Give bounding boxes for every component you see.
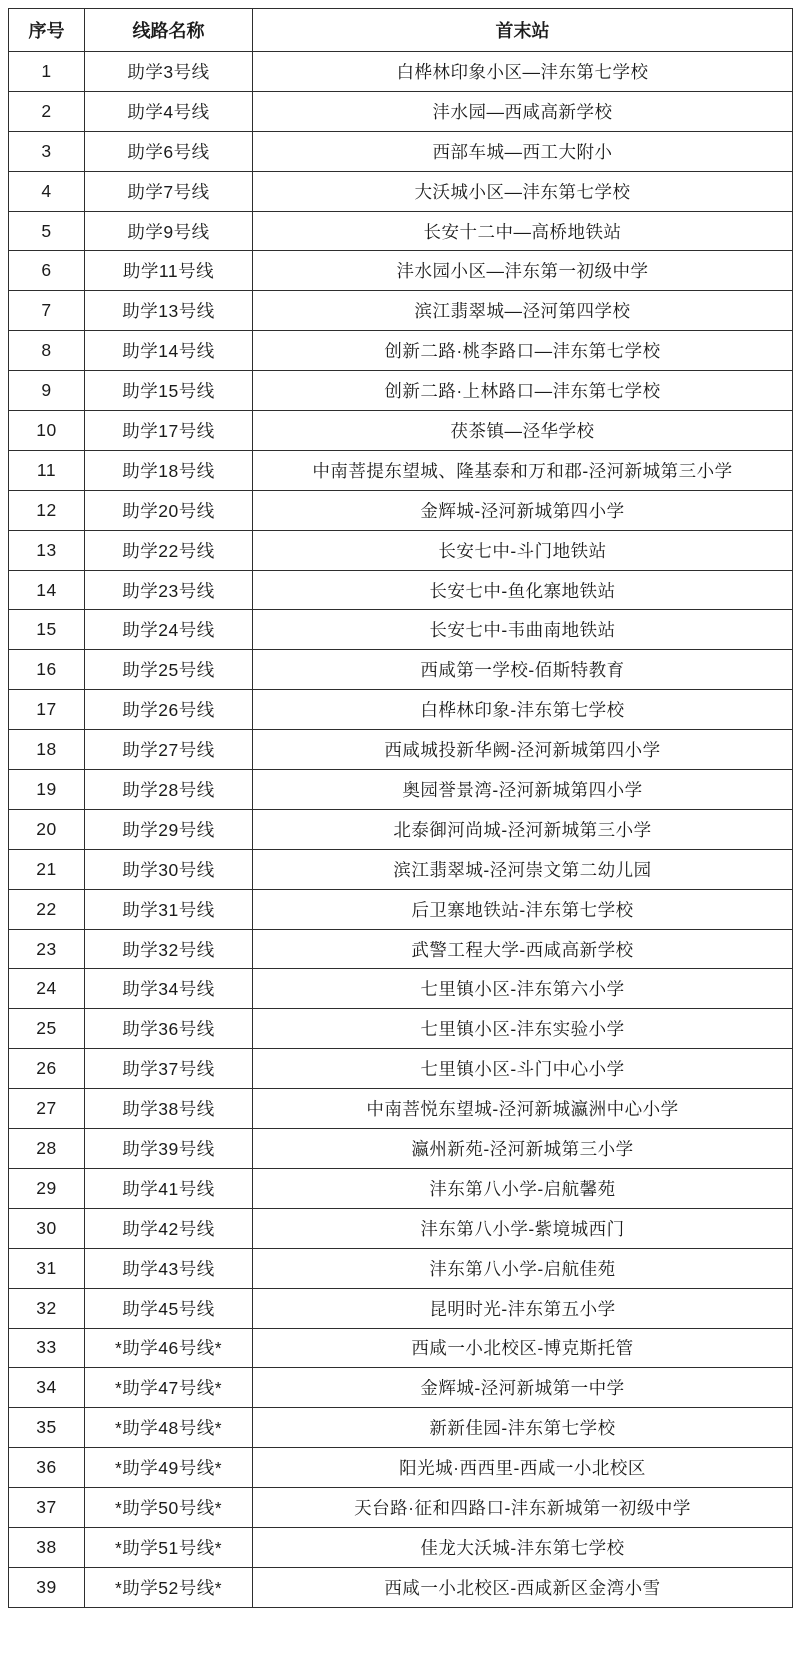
stations-cell: 长安十二中—高桥地铁站 — [253, 211, 793, 251]
line-name-cell: 助学11号线 — [85, 251, 253, 291]
table-row — [9, 530, 793, 570]
line-name-cell: 助学17号线 — [85, 411, 253, 451]
line-name-cell: 助学43号线 — [85, 1248, 253, 1288]
table-row — [9, 690, 793, 730]
stations-cell: 天台路·征和四路口-沣东新城第一初级中学 — [253, 1488, 793, 1528]
row-index-cell: 6 — [9, 251, 85, 291]
table-row — [9, 1168, 793, 1208]
table-row — [9, 1408, 793, 1448]
table-row — [9, 251, 793, 291]
stations-cell: 七里镇小区-沣东第六小学 — [253, 969, 793, 1009]
row-index-cell: 39 — [9, 1567, 85, 1607]
line-name-cell: 助学22号线 — [85, 530, 253, 570]
table-row — [9, 570, 793, 610]
stations-cell: 沣东第八小学-启航馨苑 — [253, 1168, 793, 1208]
stations-cell: 中南菩提东望城、隆基泰和万和郡-泾河新城第三小学 — [253, 450, 793, 490]
row-index-cell: 21 — [9, 849, 85, 889]
table-row — [9, 1089, 793, 1129]
table-row — [9, 411, 793, 451]
row-index-cell: 18 — [9, 730, 85, 770]
header-row — [9, 9, 793, 52]
row-index-cell: 2 — [9, 91, 85, 131]
stations-cell: 七里镇小区-沣东实验小学 — [253, 1009, 793, 1049]
row-index-cell: 29 — [9, 1168, 85, 1208]
table-row — [9, 809, 793, 849]
line-name-cell: 助学4号线 — [85, 91, 253, 131]
stations-cell: 北泰御河尚城-泾河新城第三小学 — [253, 809, 793, 849]
stations-cell: 沣东第八小学-紫境城西门 — [253, 1208, 793, 1248]
line-name-cell: 助学27号线 — [85, 730, 253, 770]
table-row — [9, 211, 793, 251]
row-index-cell: 23 — [9, 929, 85, 969]
stations-cell: 滨江翡翠城-泾河崇文第二幼儿园 — [253, 849, 793, 889]
line-name-cell: 助学28号线 — [85, 770, 253, 810]
stations-cell: 后卫寨地铁站-沣东第七学校 — [253, 889, 793, 929]
line-name-cell: 助学7号线 — [85, 171, 253, 211]
table-row — [9, 131, 793, 171]
line-name-cell: *助学51号线* — [85, 1527, 253, 1567]
line-name-cell: *助学52号线* — [85, 1567, 253, 1607]
row-index-cell: 17 — [9, 690, 85, 730]
line-name-cell: 助学18号线 — [85, 450, 253, 490]
line-name-cell: 助学39号线 — [85, 1129, 253, 1169]
row-index-cell: 38 — [9, 1527, 85, 1567]
table-row — [9, 1248, 793, 1288]
stations-cell: 佳龙大沃城-沣东第七学校 — [253, 1527, 793, 1567]
header-index: 序号 — [9, 9, 85, 52]
table-row — [9, 730, 793, 770]
line-name-cell: 助学31号线 — [85, 889, 253, 929]
row-index-cell: 11 — [9, 450, 85, 490]
line-name-cell: 助学30号线 — [85, 849, 253, 889]
line-name-cell: 助学24号线 — [85, 610, 253, 650]
row-index-cell: 19 — [9, 770, 85, 810]
line-name-cell: 助学34号线 — [85, 969, 253, 1009]
table-row — [9, 1368, 793, 1408]
row-index-cell: 22 — [9, 889, 85, 929]
stations-cell: 西咸一小北校区-博克斯托管 — [253, 1328, 793, 1368]
row-index-cell: 34 — [9, 1368, 85, 1408]
row-index-cell: 1 — [9, 52, 85, 92]
line-name-cell: 助学42号线 — [85, 1208, 253, 1248]
row-index-cell: 37 — [9, 1488, 85, 1528]
line-name-cell: 助学36号线 — [85, 1009, 253, 1049]
stations-cell: 昆明时光-沣东第五小学 — [253, 1288, 793, 1328]
row-index-cell: 4 — [9, 171, 85, 211]
table-body — [9, 52, 793, 1608]
stations-cell: 茯茶镇—泾华学校 — [253, 411, 793, 451]
line-name-cell: 助学23号线 — [85, 570, 253, 610]
table-row — [9, 770, 793, 810]
row-index-cell: 30 — [9, 1208, 85, 1248]
table-row — [9, 849, 793, 889]
table-row — [9, 1488, 793, 1528]
stations-cell: 西咸城投新华阙-泾河新城第四小学 — [253, 730, 793, 770]
table-row — [9, 1527, 793, 1567]
stations-cell: 金辉城-泾河新城第一中学 — [253, 1368, 793, 1408]
line-name-cell: 助学38号线 — [85, 1089, 253, 1129]
stations-cell: 七里镇小区-斗门中心小学 — [253, 1049, 793, 1089]
row-index-cell: 26 — [9, 1049, 85, 1089]
row-index-cell: 36 — [9, 1448, 85, 1488]
stations-cell: 沣水园—西咸高新学校 — [253, 91, 793, 131]
table-row — [9, 1328, 793, 1368]
header-line: 线路名称 — [85, 9, 253, 52]
line-name-cell: *助学47号线* — [85, 1368, 253, 1408]
line-name-cell: *助学50号线* — [85, 1488, 253, 1528]
table-row — [9, 1208, 793, 1248]
stations-cell: 创新二路·桃李路口—沣东第七学校 — [253, 331, 793, 371]
row-index-cell: 14 — [9, 570, 85, 610]
row-index-cell: 32 — [9, 1288, 85, 1328]
line-name-cell: 助学14号线 — [85, 331, 253, 371]
row-index-cell: 24 — [9, 969, 85, 1009]
stations-cell: 大沃城小区—沣东第七学校 — [253, 171, 793, 211]
line-name-cell: 助学3号线 — [85, 52, 253, 92]
table-row — [9, 91, 793, 131]
row-index-cell: 7 — [9, 291, 85, 331]
stations-cell: 长安七中-韦曲南地铁站 — [253, 610, 793, 650]
table-row — [9, 1049, 793, 1089]
row-index-cell: 28 — [9, 1129, 85, 1169]
table-row — [9, 889, 793, 929]
stations-cell: 创新二路·上林路口—沣东第七学校 — [253, 371, 793, 411]
row-index-cell: 31 — [9, 1248, 85, 1288]
table-header — [9, 9, 793, 52]
header-stations: 首末站 — [253, 9, 793, 52]
table-row — [9, 1129, 793, 1169]
stations-cell: 沣水园小区—沣东第一初级中学 — [253, 251, 793, 291]
stations-cell: 新新佳园-沣东第七学校 — [253, 1408, 793, 1448]
line-name-cell: 助学9号线 — [85, 211, 253, 251]
stations-cell: 白桦林印象-沣东第七学校 — [253, 690, 793, 730]
line-name-cell: *助学49号线* — [85, 1448, 253, 1488]
row-index-cell: 15 — [9, 610, 85, 650]
table-row — [9, 331, 793, 371]
line-name-cell: 助学29号线 — [85, 809, 253, 849]
stations-cell: 白桦林印象小区—沣东第七学校 — [253, 52, 793, 92]
bus-route-table — [8, 8, 793, 1608]
stations-cell: 西咸第一学校-佰斯特教育 — [253, 650, 793, 690]
table-row — [9, 650, 793, 690]
row-index-cell: 16 — [9, 650, 85, 690]
row-index-cell: 33 — [9, 1328, 85, 1368]
line-name-cell: *助学48号线* — [85, 1408, 253, 1448]
table-row — [9, 450, 793, 490]
table-row — [9, 1288, 793, 1328]
table-row — [9, 171, 793, 211]
stations-cell: 阳光城·西西里-西咸一小北校区 — [253, 1448, 793, 1488]
row-index-cell: 35 — [9, 1408, 85, 1448]
line-name-cell: 助学20号线 — [85, 490, 253, 530]
stations-cell: 奥园誉景湾-泾河新城第四小学 — [253, 770, 793, 810]
stations-cell: 长安七中-鱼化寨地铁站 — [253, 570, 793, 610]
table-row — [9, 969, 793, 1009]
row-index-cell: 13 — [9, 530, 85, 570]
row-index-cell: 20 — [9, 809, 85, 849]
line-name-cell: 助学13号线 — [85, 291, 253, 331]
line-name-cell: 助学25号线 — [85, 650, 253, 690]
row-index-cell: 8 — [9, 331, 85, 371]
line-name-cell: 助学32号线 — [85, 929, 253, 969]
stations-cell: 武警工程大学-西咸高新学校 — [253, 929, 793, 969]
stations-cell: 长安七中-斗门地铁站 — [253, 530, 793, 570]
row-index-cell: 10 — [9, 411, 85, 451]
stations-cell: 滨江翡翠城—泾河第四学校 — [253, 291, 793, 331]
line-name-cell: 助学45号线 — [85, 1288, 253, 1328]
row-index-cell: 27 — [9, 1089, 85, 1129]
line-name-cell: 助学41号线 — [85, 1168, 253, 1208]
table-row — [9, 929, 793, 969]
table-row — [9, 52, 793, 92]
row-index-cell: 12 — [9, 490, 85, 530]
stations-cell: 瀛州新苑-泾河新城第三小学 — [253, 1129, 793, 1169]
line-name-cell: 助学15号线 — [85, 371, 253, 411]
row-index-cell: 3 — [9, 131, 85, 171]
stations-cell: 西部车城—西工大附小 — [253, 131, 793, 171]
line-name-cell: *助学46号线* — [85, 1328, 253, 1368]
stations-cell: 沣东第八小学-启航佳苑 — [253, 1248, 793, 1288]
table-row — [9, 1567, 793, 1607]
table-row — [9, 490, 793, 530]
stations-cell: 金辉城-泾河新城第四小学 — [253, 490, 793, 530]
stations-cell: 西咸一小北校区-西咸新区金湾小雪 — [253, 1567, 793, 1607]
table-row — [9, 371, 793, 411]
stations-cell: 中南菩悦东望城-泾河新城瀛洲中心小学 — [253, 1089, 793, 1129]
row-index-cell: 25 — [9, 1009, 85, 1049]
line-name-cell: 助学37号线 — [85, 1049, 253, 1089]
row-index-cell: 5 — [9, 211, 85, 251]
table-row — [9, 610, 793, 650]
line-name-cell: 助学26号线 — [85, 690, 253, 730]
line-name-cell: 助学6号线 — [85, 131, 253, 171]
table-row — [9, 291, 793, 331]
table-row — [9, 1448, 793, 1488]
row-index-cell: 9 — [9, 371, 85, 411]
table-row — [9, 1009, 793, 1049]
